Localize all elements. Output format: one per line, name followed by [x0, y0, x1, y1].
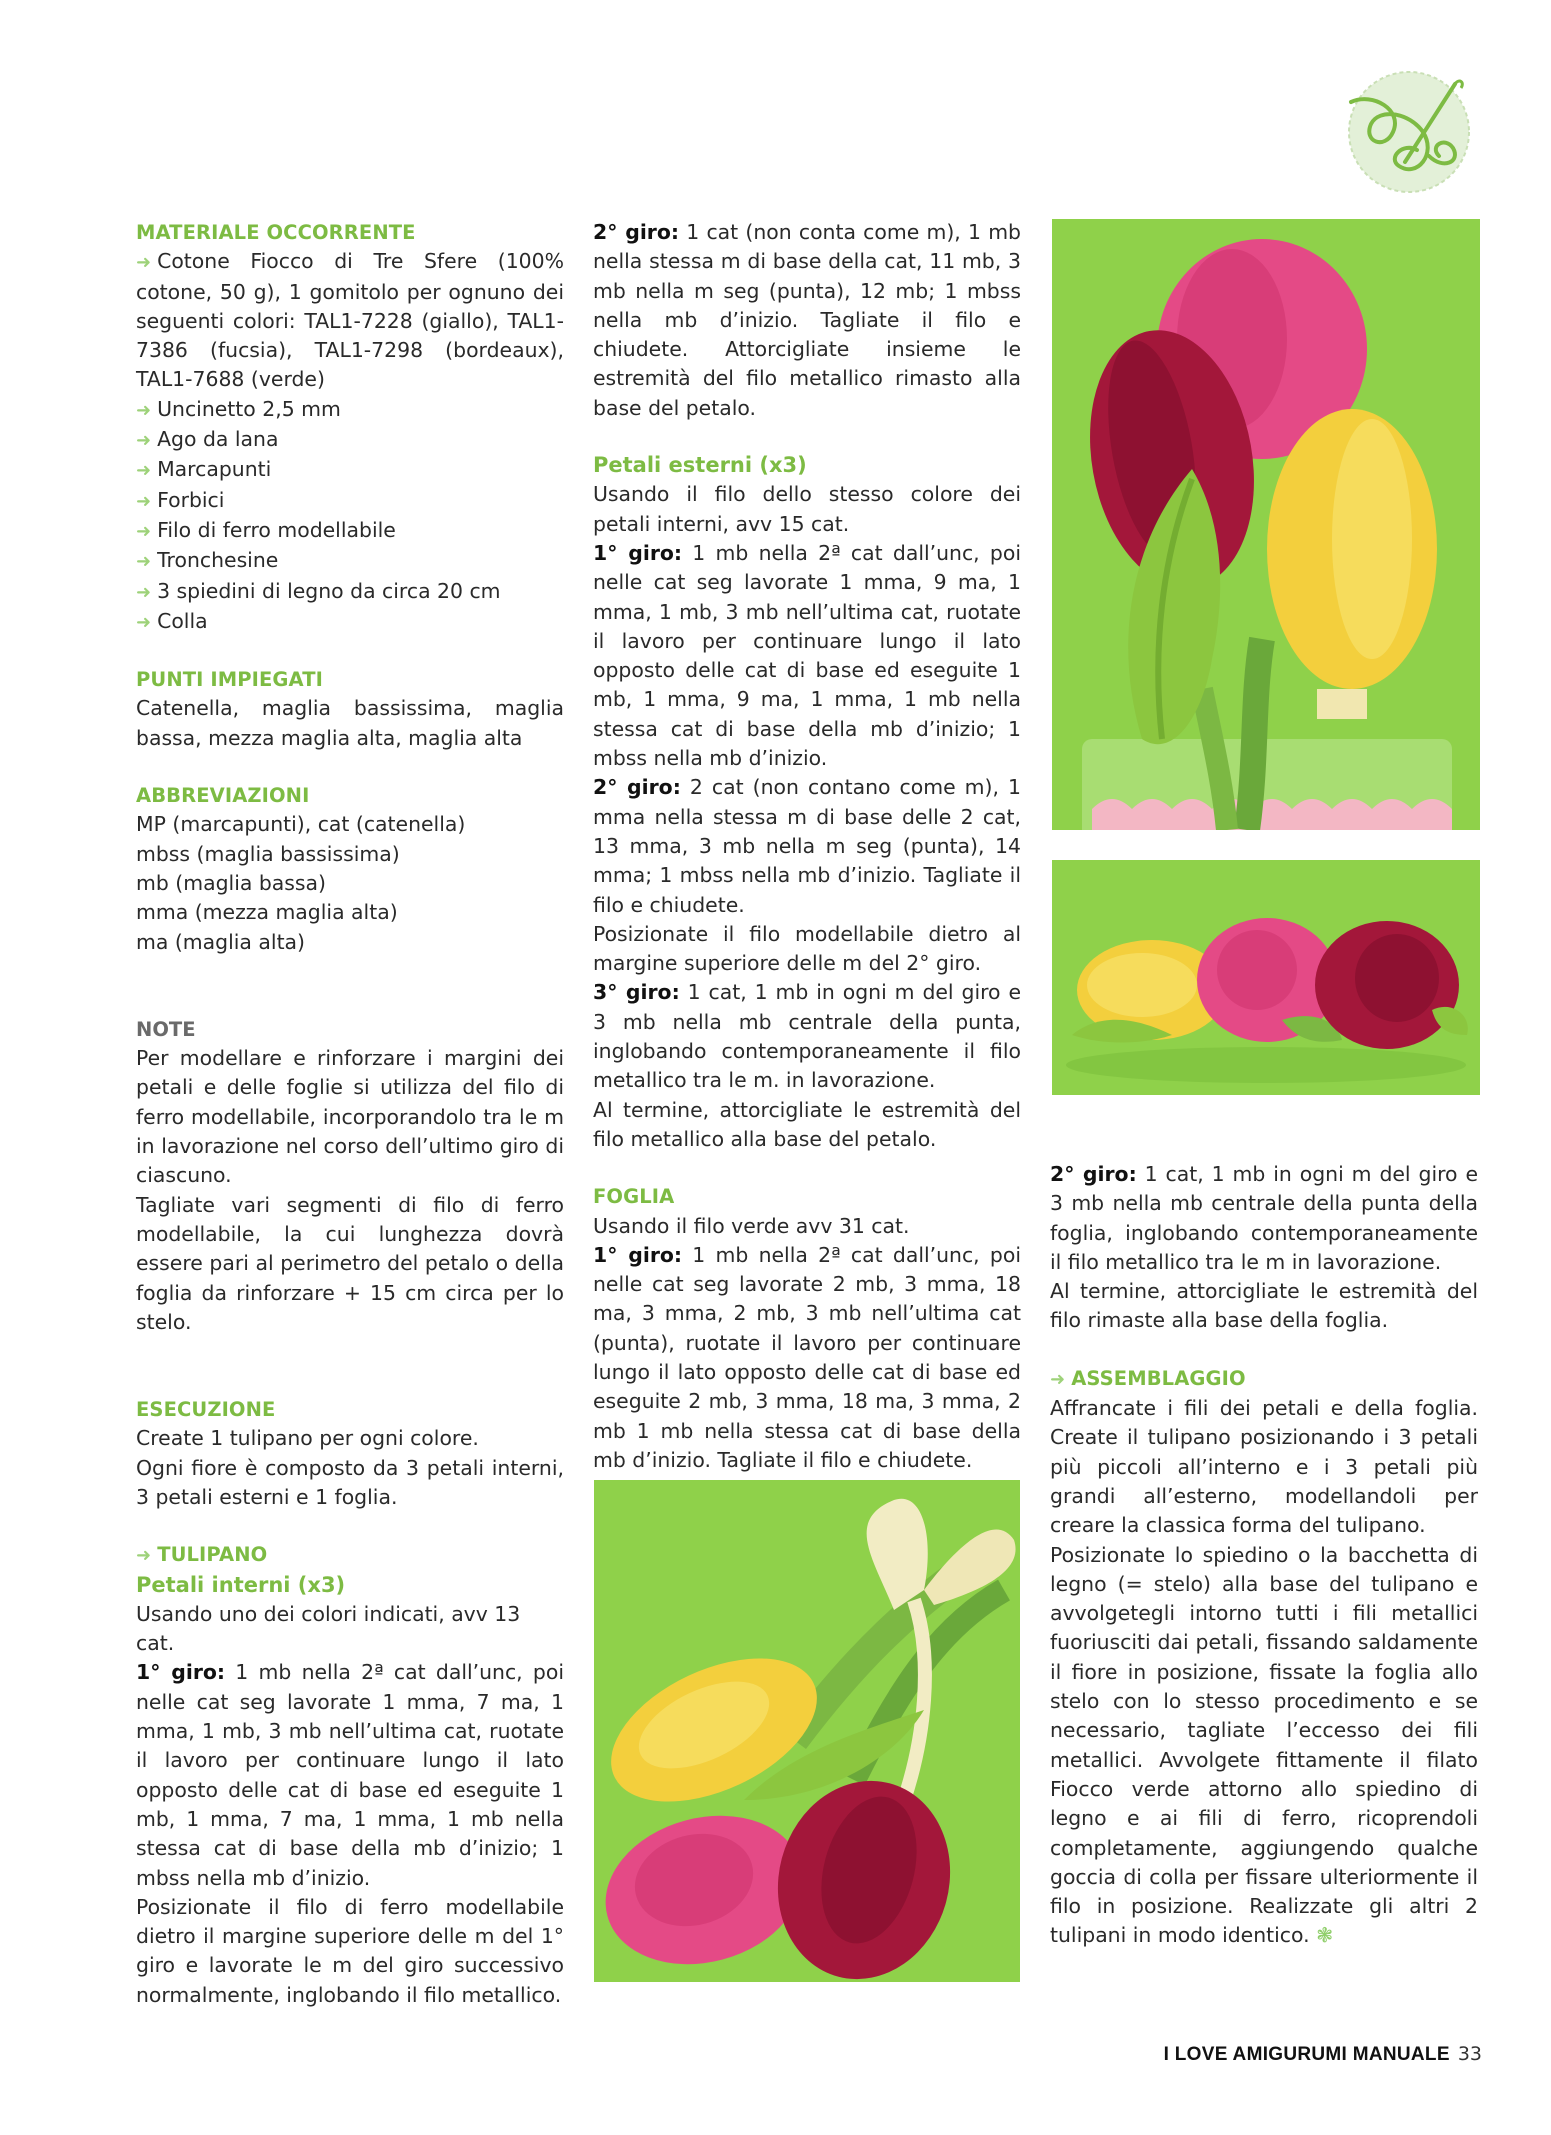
arrow-right-icon: ➜ — [136, 399, 152, 421]
tulip-bouquet-photo — [594, 1480, 1020, 1982]
column-left — [136, 218, 564, 2010]
materiale-heading: MATERIALE OCCORRENTE — [136, 221, 416, 244]
arrow-right-icon: ➜ — [136, 430, 152, 452]
magazine-name: I LOVE AMIGURUMI MANUALE — [1163, 2044, 1450, 2065]
petali-esterni-subheading: Petali esterni (x3) — [593, 453, 807, 478]
tulips-vase-photo — [1052, 219, 1480, 830]
materiale-item: ➜ Forbici — [136, 486, 564, 516]
arrow-right-icon: ➜ — [136, 490, 152, 512]
materiale-item: ➜ Uncinetto 2,5 mm — [136, 395, 564, 425]
foglia-paragraph: Al termine, attorcigliate le estremità del filo rimaste alla base della foglia. — [1050, 1279, 1478, 1333]
esecuzione-paragraph: Create 1 tulipano per ogni colore. — [136, 1426, 479, 1451]
foglia-giro1: 1° giro: 1 mb nella 2ª cat dall’unc, poi nelle cat seg lavorate 2 mb, 3 mma, 18 ma, 3 mma, 2 mb, 3 mb nell’ultima cat (punta), ruotate il lavoro per continuare lungo il lato opposto delle cat di base ed eseguite 2 mb, 3 mma, 18 ma, 3 mma, 2 mb 1 mb nella stessa cat di base della mb d’inizio. Tagliate il filo e chiudete. — [593, 1242, 1021, 1472]
foglia-giro2: 2° giro: 1 cat, 1 mb in ogni m del giro e 3 mb nella mb centrale della punta della foglia, inglobando contemporaneamente il filo metallico tra le m in lavorazione. — [1050, 1162, 1478, 1274]
arrow-right-icon: ➜ — [136, 611, 152, 633]
petali-esterni-intro: Usando il filo dello stesso colore dei petali interni, avv 15 cat. — [593, 482, 1021, 536]
arrow-right-icon: ➜ — [136, 252, 152, 274]
tulipano-heading: ➜ TULIPANO — [136, 1540, 564, 1570]
note-paragraph: Tagliate vari segmenti di filo di ferro modellabile, la cui lunghezza dovrà essere pari al perimetro del petalo o della foglia da rinforzare + 15 cm circa per lo stelo. — [136, 1192, 564, 1334]
page-footer — [1164, 2043, 1482, 2066]
petali-interni-paragraph: Posizionate il filo di ferro modellabile dietro il margine superiore delle m del 1° giro e lavorate le m del giro successivo normalmente, inglobando il filo metallico. — [136, 1894, 564, 2007]
petali-interni-subheading: Petali interni (x3) — [136, 1572, 346, 1597]
petali-interni-giro2: 2° giro: 1 cat (non conta come m), 1 mb nella stessa m di base della cat, 11 mb, 3 mb nella m seg (punta), 12 mb; 1 mbss nella mb d’inizio. Tagliate il filo e chiudete. Attorcigliate insieme le estremità del filo metallico rimasto alla base del petalo. — [593, 220, 1021, 420]
petali-esterni-paragraph: Al termine, attorcigliate le estremità del filo metallico alla base del petalo. — [593, 1097, 1021, 1151]
materiale-item: ➜ Tronchesine — [136, 546, 564, 576]
petali-esterni-giro3: 3° giro: 1 cat, 1 mb in ogni m del giro e 3 mb nella mb centrale della punta, inglobando contemporaneamente il filo metallico tra le m. in lavorazione. — [593, 980, 1021, 1093]
arrow-right-icon: ➜ — [136, 1545, 152, 1567]
petali-esterni-giro1: 1° giro: 1 mb nella 2ª cat dall’unc, poi nelle cat seg lavorate 1 mma, 9 ma, 1 mma, 1 mb, 3 mb nell’ultima cat, ruotate il lavoro per continuare lungo il lato opposto delle cat di base ed eseguite 1 mb, 1 mma, 9 ma, 1 mma, 1 mb nella stessa cat di base della mb d’inizio; 1 mbss nella mb d’inizio. — [593, 540, 1021, 771]
arrow-right-icon: ➜ — [136, 460, 152, 482]
note-paragraph: Per modellare e rinforzare i margini dei petali e delle foglie si utilizza del filo di ferro modellabile, incorporandolo tra le m in lavorazione nel corso dell’ultimo giro di ciascuno. — [136, 1046, 564, 1188]
punti-text: Catenella, maglia bassissima, maglia bassa, mezza maglia alta, maglia alta — [136, 696, 564, 750]
note-heading: NOTE — [136, 1017, 196, 1041]
abbreviazioni-heading: ABBREVIAZIONI — [136, 784, 310, 808]
materiale-item: ➜ Ago da lana — [136, 425, 564, 455]
materiale-item: ➜ Colla — [136, 607, 564, 637]
arrow-right-icon: ➜ — [136, 581, 152, 603]
assemblaggio-paragraph: Affrancate i fili dei petali e della foglia. Create il tulipano posizionando i 3 petali più piccoli all’interno e i 3 petali più grandi all’esterno, modellandoli per creare la classica forma del tulipano. — [1050, 1396, 1478, 1538]
petali-esterni-paragraph: Posizionate il filo modellabile dietro al margine superiore delle m del 2° giro. — [593, 921, 1021, 976]
materiale-item: ➜ Marcapunti — [136, 455, 564, 485]
foglia-heading: FOGLIA — [593, 1185, 675, 1209]
column-right — [1050, 1160, 1478, 1951]
materiale-item-cotone: ➜ Cotone Fiocco di Tre Sfere (100% cotone, 50 g), 1 gomitolo per ognuno dei seguenti colori: TAL1-7228 (giallo), TAL1-7386 (fucsia), TAL1-7298 (bordeaux), TAL1-7688 (verde) — [136, 249, 564, 392]
assemblaggio-heading: ➜ ASSEMBLAGGIO — [1050, 1364, 1478, 1394]
materiale-item: ➜ Filo di ferro modellabile — [136, 516, 564, 546]
petali-interni-intro: Usando uno dei colori indicati, avv 13 cat. — [136, 1601, 521, 1656]
petali-esterni-giro2: 2° giro: 2 cat (non contano come m), 1 mma nella stessa m di base delle 2 cat, 13 mma, 3 mb nella m seg (punta), 14 mma; 1 mbss nella mb d’inizio. Tagliate il filo e chiudete. — [593, 775, 1021, 917]
materiale-item: ➜ 3 spiedini di legno da circa 20 cm — [136, 577, 564, 607]
punti-heading: PUNTI IMPIEGATI — [136, 668, 323, 692]
arrow-right-icon: ➜ — [1050, 1368, 1066, 1390]
foglia-intro: Usando il filo verde avv 31 cat. — [593, 1213, 910, 1238]
abbreviazione-item: ma (maglia alta) — [136, 929, 306, 954]
abbreviazione-item: mbss (maglia bassissima) — [136, 841, 400, 866]
abbreviazione-item: MP (marcapunti), cat (catenella) — [136, 812, 466, 837]
petali-interni-giro1: 1° giro: 1 mb nella 2ª cat dall’unc, poi nelle cat seg lavorate 1 mma, 7 ma, 1 mma, 1 mb, 3 mb nell’ultima cat, ruotate il lavoro per continuare lungo il lato opposto delle cat di base ed eseguite 1 mb, 1 mma, 7 ma, 1 mma, 1 mb nella stessa cat di base della mb d’inizio; 1 mbss nella mb d’inizio. — [136, 1660, 564, 1890]
arrow-right-icon: ➜ — [136, 520, 152, 542]
page-number: 33 — [1457, 2043, 1482, 2065]
abbreviazione-item: mb (maglia bassa) — [136, 870, 326, 895]
crochet-hook-logo — [1333, 62, 1481, 196]
esecuzione-paragraph: Ogni fiore è composto da 3 petali interni, 3 petali esterni e 1 foglia. — [136, 1455, 564, 1509]
assemblaggio-paragraph: Posizionate lo spiedino o la bacchetta di legno (= stelo) alla base del tulipano e avvolgetegli intorno tutti i fili metallici fuoriusciti dai petali, fissando saldamente il fiore in posizione, fissate la foglia allo stelo con lo stesso procedimento e se necessario, tagliate l’eccesso dei fili metallici. Avvolgete fittamente il filato Fiocco verde attorno allo spiedino di legno e ai fili di ferro, ricoprendoli completamente, aggiungendo qualche goccia di colla per fissare ulteriormente il filo in posizione. Realizzate gli altri 2 tulipani in modo identico. ❃ — [1050, 1542, 1478, 1948]
column-middle — [593, 218, 1021, 1475]
arrow-right-icon: ➜ — [136, 551, 152, 573]
abbreviazione-item: mma (mezza maglia alta) — [136, 900, 398, 925]
tulip-heads-photo — [1052, 860, 1480, 1095]
esecuzione-heading: ESECUZIONE — [136, 1398, 276, 1422]
flower-icon: ❃ — [1316, 1923, 1334, 1948]
